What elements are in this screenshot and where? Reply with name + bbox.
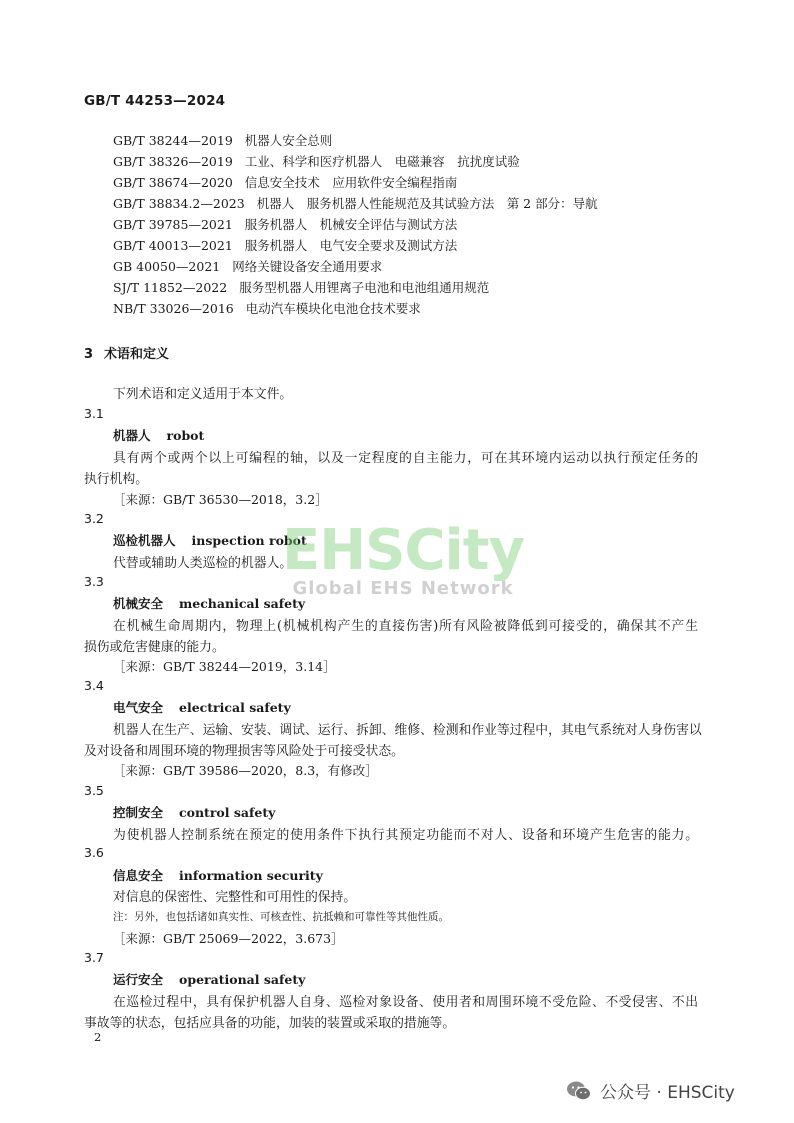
footer-brand-text: 公众号 · EHSCity <box>600 1083 735 1103</box>
watermark-title: EHSCity <box>281 518 525 583</box>
reference-item: SJ/T 11852—2022 服务型机器人用锂离子电池和电池组通用规范 <box>113 280 490 295</box>
term-definition: 机器人在生产、运输、安装、调试、运行、拆卸、维修、检测和作业等过程中，其电气系统对人身伤害以 <box>113 723 702 738</box>
watermark-subtitle: Global EHS Network <box>292 578 514 599</box>
term-definition: 在机械生命周期内，物理上(机械机构产生的直接伤害)所有风险被降低到可接受的，确保其不产生 <box>113 619 698 634</box>
page-number: 2 <box>94 1030 102 1044</box>
reference-item: GB/T 38244—2019 机器人安全总则 <box>113 133 333 148</box>
reference-item: GB 40050—2021 网络关键设备安全通用要求 <box>113 259 383 274</box>
term-definition: 在巡检过程中，具有保护机器人自身、巡检对象设备、使用者和周围环境不受危险、不受侵害、不出 <box>113 995 698 1010</box>
term-title: 电气安全 electrical safety <box>113 700 291 715</box>
term-definition-cont: 事故等的状态，包括应具备的功能，加装的装置或采取的措施等。 <box>84 1016 456 1031</box>
term-title: 巡检机器人 inspection robot <box>113 533 307 548</box>
term-definition: 对信息的保密性、完整性和可用性的保持。 <box>113 890 357 905</box>
term-definition: 具有两个或两个以上可编程的轴，以及一定程度的自主能力，可在其环境内运动以执行预定任务的 <box>113 451 698 466</box>
term-title: 机器人 robot <box>113 428 205 443</box>
standard-code: GB/T 44253—2024 <box>84 93 226 109</box>
term-title: 机械安全 mechanical safety <box>113 596 306 611</box>
term-number: 3.7 <box>84 950 104 965</box>
reference-item: GB/T 39785—2021 服务机器人 机械安全评估与测试方法 <box>113 217 458 232</box>
reference-item: GB/T 38674—2020 信息安全技术 应用软件安全编程指南 <box>113 175 458 190</box>
reference-item: GB/T 40013—2021 服务机器人 电气安全要求及测试方法 <box>113 238 458 253</box>
term-definition-cont: 及对设备和周围环境的物理损害等风险处于可接受状态。 <box>84 744 404 759</box>
term-source: ［来源：GB/T 36530—2018，3.2］ <box>113 492 328 507</box>
term-source: ［来源：GB/T 38244—2019，3.14］ <box>113 659 336 674</box>
term-number: 3.1 <box>84 406 104 421</box>
term-number: 3.2 <box>84 511 104 526</box>
term-number: 3.5 <box>84 783 104 798</box>
section-heading: 3 术语和定义 <box>84 347 170 362</box>
term-title: 控制安全 control safety <box>113 805 276 820</box>
term-definition: 代替或辅助人类巡检的机器人。 <box>113 556 293 571</box>
term-title: 运行安全 operational safety <box>113 972 306 987</box>
term-definition: 为使机器人控制系统在预定的使用条件下执行其预定功能而不对人、设备和环境产生危害的能力。 <box>113 828 698 843</box>
term-number: 3.3 <box>84 574 104 589</box>
term-source: ［来源：GB/T 25069—2022，3.673］ <box>113 931 344 946</box>
reference-item: NB/T 33026—2016 电动汽车模块化电池仓技术要求 <box>113 301 421 316</box>
term-note: 注：另外，也包括诸如真实性、可核查性、抗抵赖和可靠性等其他性质。 <box>113 911 449 923</box>
wechat-icon <box>566 1080 592 1102</box>
term-definition-cont: 损伤或危害健康的能力。 <box>84 640 225 655</box>
reference-item: GB/T 38834.2—2023 机器人 服务机器人性能规范及其试验方法 第 2 部分：导航 <box>113 196 598 211</box>
term-definition-cont: 执行机构。 <box>84 472 148 487</box>
footer-brand <box>566 1078 735 1103</box>
term-number: 3.6 <box>84 845 104 860</box>
term-title: 信息安全 information security <box>113 868 323 883</box>
reference-item: GB/T 38326—2019 工业、科学和医疗机器人 电磁兼容 抗扰度试验 <box>113 154 520 169</box>
section-intro: 下列术语和定义适用于本文件。 <box>113 387 293 402</box>
term-number: 3.4 <box>84 678 104 693</box>
term-source: ［来源：GB/T 39586—2020，8.3，有修改］ <box>113 763 378 778</box>
